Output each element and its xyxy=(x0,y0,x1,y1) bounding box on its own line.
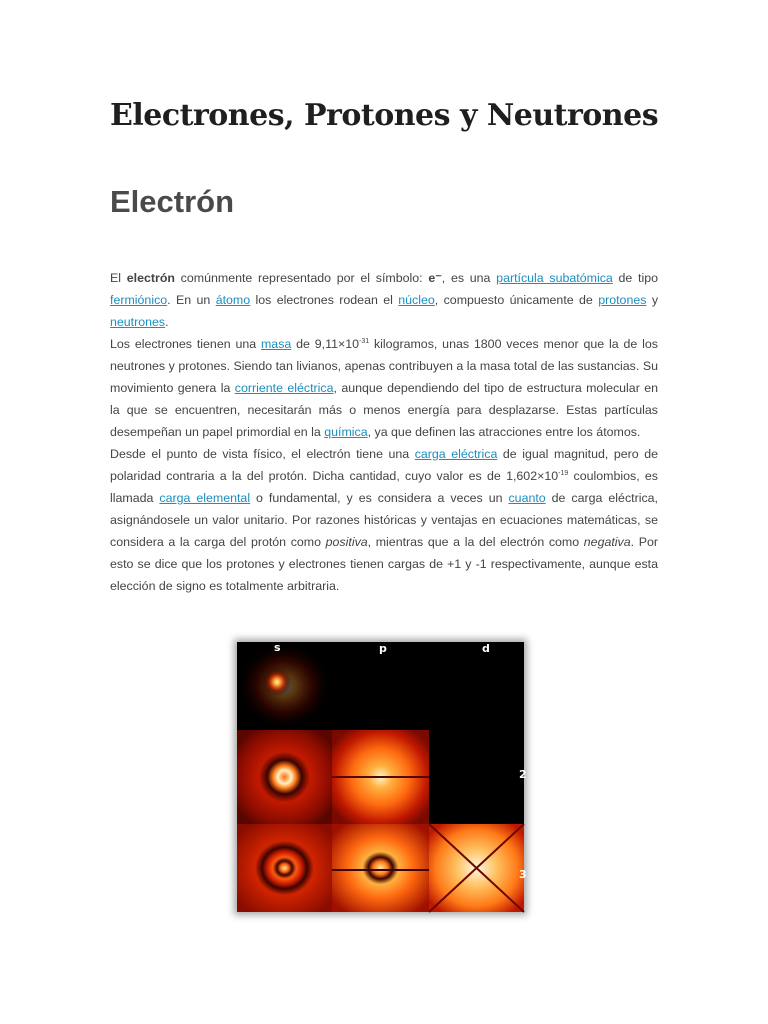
orbital-figure xyxy=(237,641,527,912)
text: y xyxy=(646,293,659,307)
link-neutrones[interactable]: neutrones xyxy=(110,315,166,329)
text: . Por esto se dice que los protones y electrones tienen cargas de +1 y -1 respectivamente, aunque esta elección de signo es totalmente arbitraria. xyxy=(110,535,658,593)
text: kilogramos, unas 1800 veces menor que la de los neutrones y protones. Siendo tan livianos, apenas contribuyen a la masa total de las sustancias. Su movimiento genera la xyxy=(110,337,658,395)
italic-positiva: positiva xyxy=(325,535,368,549)
link-corriente-electrica[interactable]: corriente eléctrica xyxy=(234,381,334,395)
link-carga-elemental[interactable]: carga elemental xyxy=(159,491,251,505)
text: , aunque dependiendo del tipo de estructura molecular en la que se encuentren, necesitarán más o menos energía para desplazarse. Estas partículas desempeñan un papel primordial en la xyxy=(110,381,659,439)
col-label-p: p xyxy=(379,642,387,655)
text: Los electrones tienen una xyxy=(110,337,261,351)
orbital-1s xyxy=(263,668,291,696)
text: , compuesto únicamente de xyxy=(434,293,599,307)
text: de igual magnitud, pero de polaridad contraria a la del protón. Dicha cantidad, cuyo valor es de 1,602×10 xyxy=(110,447,659,483)
link-quimica[interactable]: química xyxy=(324,425,368,439)
text: comúnmente representado por el símbolo: xyxy=(174,271,429,285)
text: de carga eléctrica, asignándosele un valor unitario. Por razones históricas y ventajas en ecuaciones matemáticas, se considera a la carga del protón como xyxy=(110,491,658,549)
orbital-image xyxy=(237,641,527,912)
text: . xyxy=(165,315,169,329)
paragraph-intro xyxy=(110,267,658,333)
link-carga-electrica[interactable]: carga eléctrica xyxy=(414,447,498,461)
col-label-d: d xyxy=(482,642,490,655)
electron-symbol: e⁻ xyxy=(428,271,442,285)
section-title: Electrón xyxy=(110,184,235,219)
orbital-3s xyxy=(237,824,332,912)
text: o fundamental, y es considera a veces un xyxy=(250,491,509,505)
text: , ya que definen las atracciones entre los átomos. xyxy=(367,425,641,439)
text: Desde el punto de vista físico, el electrón tiene una xyxy=(110,447,415,461)
text: coulombios, es llamada xyxy=(110,469,659,505)
text: . En un xyxy=(167,293,216,307)
text: El xyxy=(110,271,127,285)
italic-negativa: negativa xyxy=(583,535,631,549)
row-label-2: 2 xyxy=(519,768,527,781)
link-protones[interactable]: protones xyxy=(598,293,647,307)
orbital-2s xyxy=(237,730,332,824)
link-cuanto[interactable]: cuanto xyxy=(508,491,546,505)
text: los electrones rodean el xyxy=(250,293,399,307)
col-label-s: s xyxy=(274,641,281,654)
link-masa[interactable]: masa xyxy=(260,337,292,351)
article-body xyxy=(110,267,658,597)
paragraph-mass xyxy=(110,333,658,443)
exponent: -19 xyxy=(558,469,569,477)
term-electron: electrón xyxy=(126,271,175,285)
link-atomo[interactable]: átomo xyxy=(215,293,251,307)
link-nucleo[interactable]: núcleo xyxy=(398,293,435,307)
text: de 9,11×10 xyxy=(291,337,359,351)
orbital-3p xyxy=(332,824,429,912)
text: de tipo xyxy=(612,271,659,285)
link-fermionico[interactable]: fermiónico xyxy=(110,293,168,307)
text: , mientras que a la del electrón como xyxy=(367,535,584,549)
paragraph-charge xyxy=(110,443,658,597)
link-particula-subatomica[interactable]: partícula subatómica xyxy=(496,271,613,285)
row-label-3: 3 xyxy=(519,868,527,881)
document-title: Electrones, Protones y Neutrones xyxy=(110,98,659,133)
exponent: -31 xyxy=(359,337,370,345)
text: , es una xyxy=(441,271,497,285)
